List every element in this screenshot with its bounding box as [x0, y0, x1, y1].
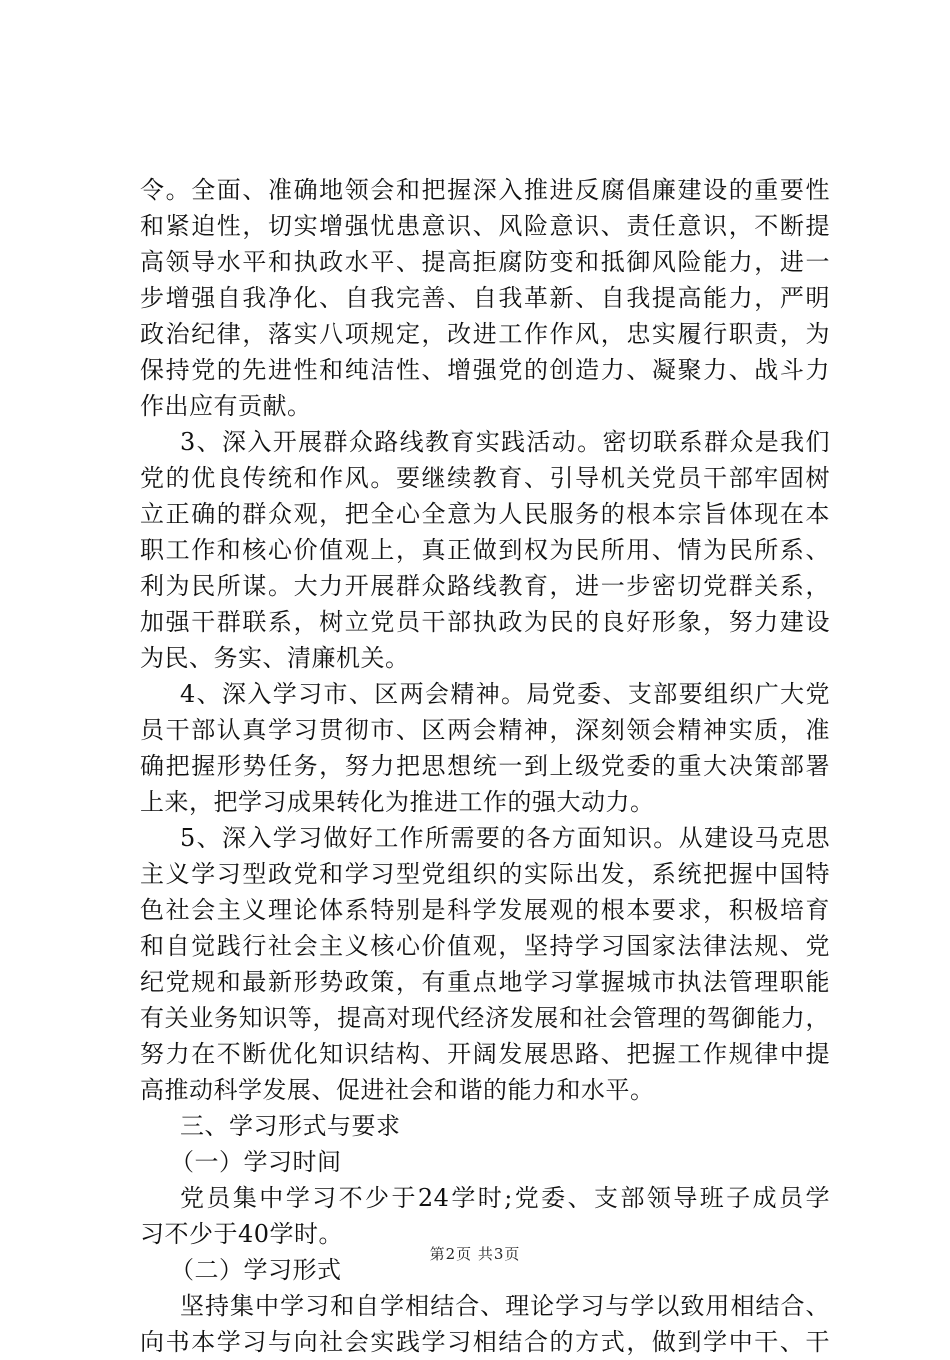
- body-line: 作出应有贡献。: [140, 392, 312, 420]
- body-line: 保持党的先进性和纯洁性、增强党的创造力、凝聚力、战斗力: [140, 356, 830, 384]
- body-line: 令。全面、准确地领会和把握深入推进反腐倡廉建设的重要性: [140, 176, 830, 204]
- body-line: 纪党规和最新形势政策，有重点地学习掌握城市执法管理职能: [140, 968, 830, 996]
- body-line: 步增强自我净化、自我完善、自我革新、自我提高能力，严明: [140, 284, 830, 312]
- section-5-first-line: 5、深入学习做好工作所需要的各方面知识。从建设马克思: [180, 824, 830, 852]
- subsection-heading: （一）学习时间: [170, 1148, 342, 1176]
- subsection-heading: （二）学习形式: [170, 1256, 342, 1284]
- document-body: [140, 172, 830, 1360]
- section-4-first-line: 4、深入学习市、区两会精神。局党委、支部要组织广大党: [180, 680, 830, 708]
- body-line: 党员集中学习不少于24学时;党委、支部领导班子成员学: [180, 1184, 830, 1212]
- body-line: 高领导水平和执政水平、提高拒腐防变和抵御风险能力，进一: [140, 248, 830, 276]
- body-line: 加强干群联系，树立党员干部执政为民的良好形象，努力建设: [140, 608, 830, 636]
- body-line: 立正确的群众观，把全心全意为人民服务的根本宗旨体现在本: [140, 500, 830, 528]
- body-line: 坚持集中学习和自学相结合、理论学习与学以致用相结合、: [180, 1292, 830, 1320]
- body-line: 政治纪律，落实八项规定，改进工作作风，忠实履行职责，为: [140, 320, 830, 348]
- body-line: 向书本学习与向社会实践学习相结合的方式，做到学中干、干: [140, 1328, 830, 1356]
- body-line: 主义学习型政党和学习型党组织的实际出发，系统把握中国特: [140, 860, 830, 888]
- body-line: 习不少于40学时。: [140, 1220, 344, 1248]
- body-line: 为民、务实、清廉机关。: [140, 644, 410, 672]
- body-line: 努力在不断优化知识结构、开阔发展思路、把握工作规律中提: [140, 1040, 830, 1068]
- body-line: 党的优良传统和作风。要继续教育、引导机关党员干部牢固树: [140, 464, 830, 492]
- body-line: 色社会主义理论体系特别是科学发展观的根本要求，积极培育: [140, 896, 830, 924]
- body-line: 和自觉践行社会主义核心价值观，坚持学习国家法律法规、党: [140, 932, 830, 960]
- body-line: 职工作和核心价值观上，真正做到权为民所用、情为民所系、: [140, 536, 830, 564]
- body-line: 员干部认真学习贯彻市、区两会精神，深刻领会精神实质，准: [140, 716, 830, 744]
- section-heading: 三、学习形式与要求: [180, 1112, 401, 1140]
- section-3-first-line: 3、深入开展群众路线教育实践活动。密切联系群众是我们: [180, 428, 830, 456]
- body-line: 有关业务知识等，提高对现代经济发展和社会管理的驾御能力，: [140, 1004, 830, 1032]
- body-line: 高推动科学发展、促进社会和谐的能力和水平。: [140, 1076, 655, 1104]
- page-number-footer: 第2页 共3页: [429, 1245, 521, 1263]
- body-line: 利为民所谋。大力开展群众路线教育，进一步密切党群关系，: [140, 572, 830, 600]
- body-line: 和紧迫性，切实增强忧患意识、风险意识、责任意识，不断提: [140, 212, 830, 240]
- body-line: 上来，把学习成果转化为推进工作的强大动力。: [140, 788, 655, 816]
- body-line: 确把握形势任务，努力把思想统一到上级党委的重大决策部署: [140, 752, 830, 780]
